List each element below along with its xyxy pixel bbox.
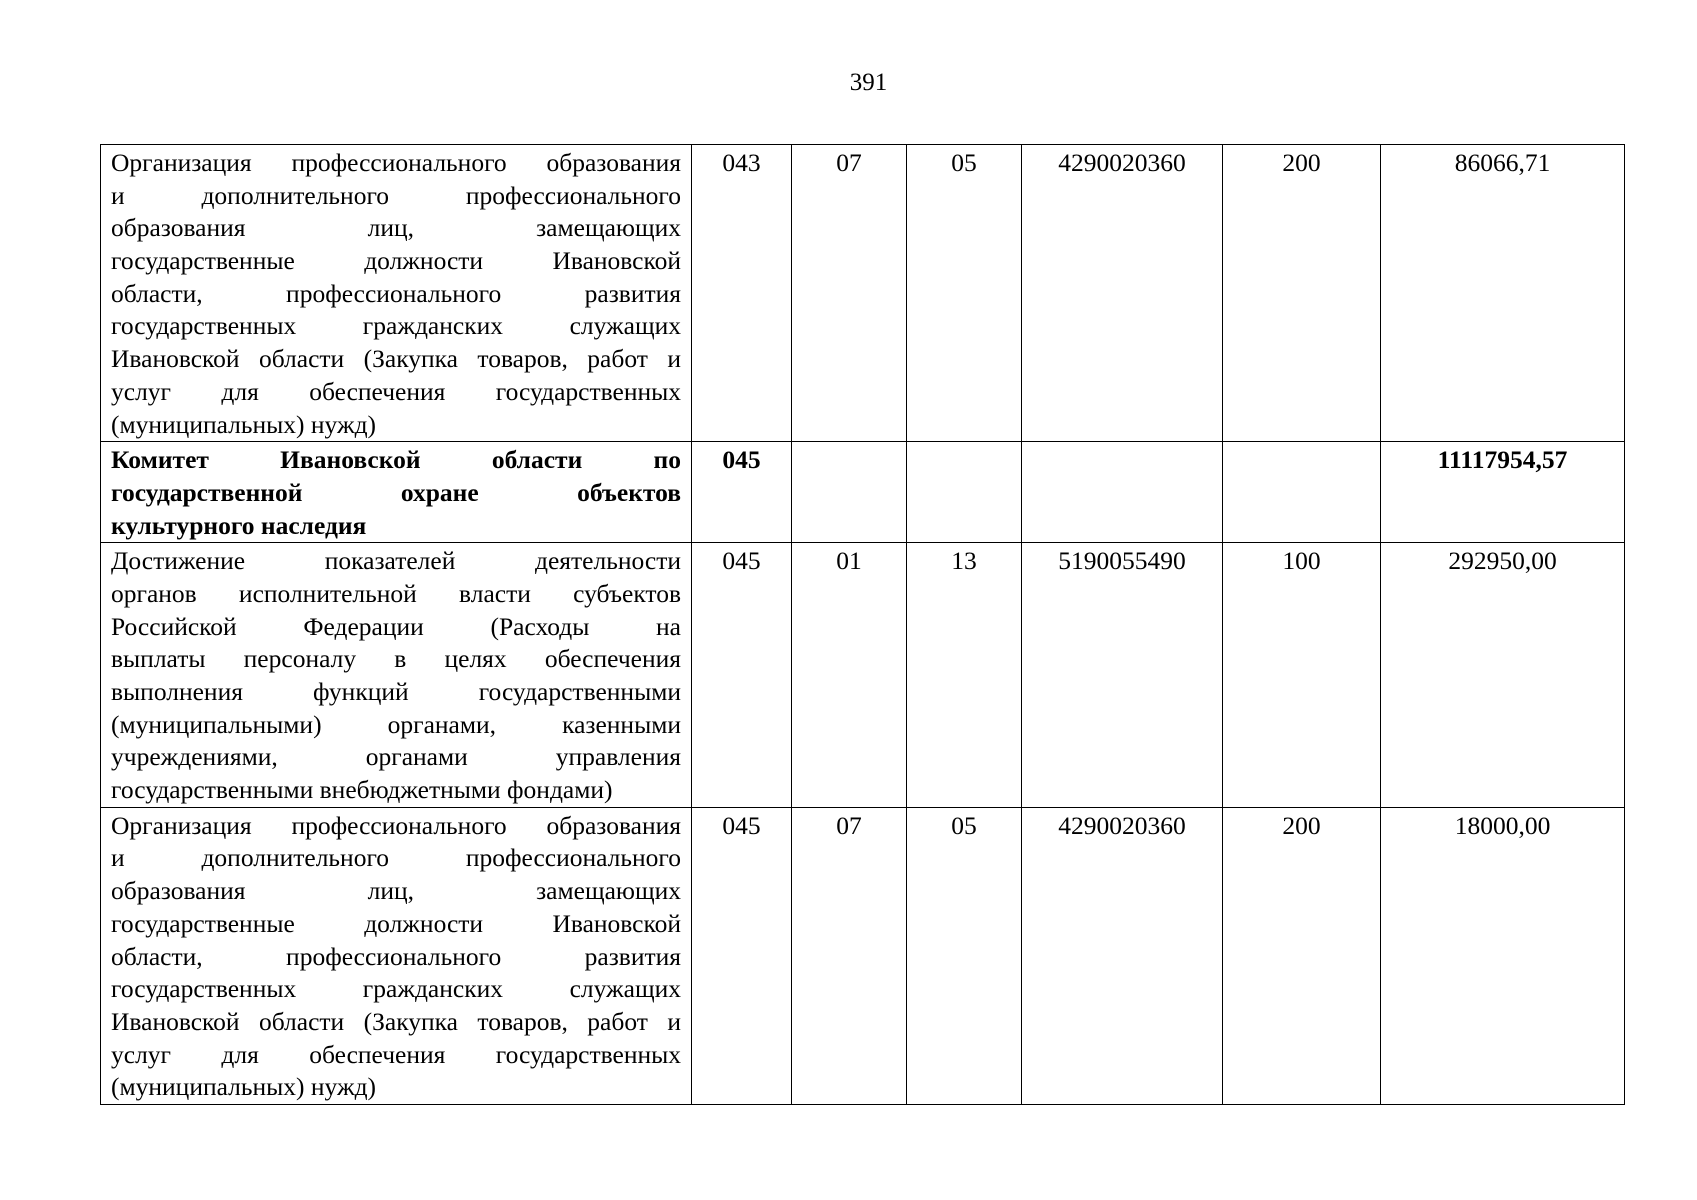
expense-name-cell [101,543,692,808]
expense-name-cell [101,442,692,543]
target-article-cell: 4290020360 [1022,807,1223,1104]
section-code-cell: 07 [792,145,907,442]
expense-name-line: выплаты персоналу в целях обеспечения [111,644,681,674]
subsection-code-cell: 05 [907,807,1022,1104]
expense-name-line: области, профессионального развития [111,941,681,971]
expense-name-line: и дополнительного профессионального [111,180,681,210]
expense-name-line: области, профессионального развития [111,278,681,308]
expense-name-line: Российской Федерации (Расходы на [111,611,681,641]
expense-name-line: государственных гражданских служащих [111,311,681,341]
expense-type-cell: 200 [1223,807,1381,1104]
ministry-code-cell: 043 [692,145,792,442]
expense-name-line: государственной охране объектов [111,477,681,507]
expense-name-line: услуг для обеспечения государственных [111,1039,681,1069]
expense-name-line: (муниципальными) органами, казенными [111,709,681,739]
section-code-cell [792,442,907,543]
expense-name-line: выполнения функций государственными [111,677,681,706]
expense-name-line: органов исполнительной власти субъектов [111,578,681,608]
expense-name-line: культурного наследия [111,510,367,540]
target-article-cell: 4290020360 [1022,145,1223,442]
expense-type-cell: 200 [1223,145,1381,442]
section-code-cell: 07 [792,807,907,1104]
subsection-code-cell [907,442,1022,543]
ministry-code-cell: 045 [692,442,792,543]
expense-name-line: государственных гражданских служащих [111,974,681,1004]
subsection-code-cell: 13 [907,543,1022,808]
expense-name-line: учреждениями, органами управления [111,742,681,772]
subsection-code-cell: 05 [907,145,1022,442]
table-row [101,442,1625,543]
expense-name-cell [101,807,692,1104]
expense-name-cell [101,145,692,442]
expense-name-line: Организация профессионального образования [111,148,681,177]
expense-name-line: Комитет Ивановской области по [111,445,681,475]
expense-name-line: Достижение показателей деятельности [111,546,681,576]
expense-type-cell [1223,442,1381,543]
section-code-cell: 01 [792,543,907,808]
amount-cell: 11117954,57 [1381,442,1625,543]
expense-name-line: государственные должности Ивановской [111,246,681,276]
expense-name-line: Ивановской области (Закупка товаров, работ и [111,1006,681,1036]
expense-name-line: государственными внебюджетными фондами) [111,775,613,805]
expense-name-line: образования лиц, замещающих [111,876,681,906]
table-row [101,807,1625,1104]
target-article-cell [1022,442,1223,543]
target-article-cell: 5190055490 [1022,543,1223,808]
expense-type-cell: 100 [1223,543,1381,808]
amount-cell: 292950,00 [1381,543,1625,808]
expense-name-line: и дополнительного профессионального [111,843,681,873]
amount-cell: 18000,00 [1381,807,1625,1104]
page-number: 391 [849,69,888,96]
expense-name-line: услуг для обеспечения государственных [111,376,681,406]
expense-name-line: (муниципальных) нужд) [111,1072,377,1102]
table-row [101,145,1625,442]
expense-name-line: государственные должности Ивановской [111,908,681,938]
ministry-code-cell: 045 [692,543,792,808]
ministry-code-cell: 045 [692,807,792,1104]
budget-table [100,144,1625,1105]
expense-name-line: Ивановской области (Закупка товаров, работ и [111,344,681,374]
expense-name-line: Организация профессионального образования [111,810,681,840]
expense-name-line: образования лиц, замещающих [111,213,681,243]
expense-name-line: (муниципальных) нужд) [111,409,377,439]
amount-cell: 86066,71 [1381,145,1625,442]
table-row [101,543,1625,808]
